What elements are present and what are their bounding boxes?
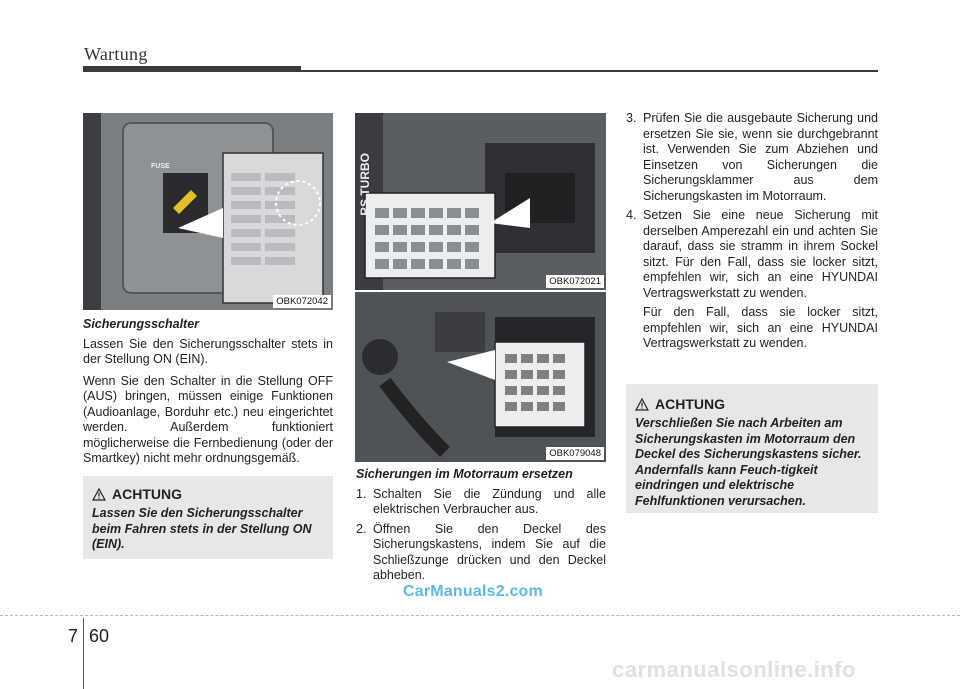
fuse-label: FUSE <box>151 163 170 170</box>
step-text: Öffnen Sie den Deckel des Sicherungskastens, indem Sie auf die Schließzunge drücken und den Deckel abheben. <box>373 521 606 582</box>
step-number: 3. <box>626 111 637 125</box>
paragraph: Wenn Sie den Schalter in die Stellung OFF (AUS) bringen, müssen einige Funktionen (Audioanlage, Borduhr etc.) neu eingerichtet werden. Außerdem funktioniert möglicherweise die Fernbedienung (oder der Smartkey) nicht mehr ordnungsgemäß. <box>83 373 333 465</box>
header-bar <box>83 66 301 72</box>
list-item <box>356 487 606 518</box>
section-title: Wartung <box>84 44 148 64</box>
photo-code: OBK072021 <box>546 275 604 288</box>
step-number: 4. <box>626 208 637 222</box>
warning-triangle-icon <box>92 488 106 501</box>
footer-divider <box>0 615 960 616</box>
list-item <box>356 522 606 584</box>
subheading: Sicherungen im Motorraum ersetzen <box>356 467 573 481</box>
column-2 <box>356 467 606 588</box>
warning-triangle-icon <box>635 398 649 411</box>
step-text: Schalten Sie die Zündung und alle elektrischen Verbraucher aus. <box>373 486 606 516</box>
warning-text: Lassen Sie den Sicherungsschalter beim Fahren stets in der Stellung ON (EIN). <box>92 506 312 551</box>
warning-header <box>92 486 324 502</box>
engine-label: RS TURBO <box>358 153 372 216</box>
bottom-watermark: carmanualsonline.info <box>612 657 856 682</box>
photo-code: OBK072042 <box>273 295 331 308</box>
photo-code: OBK079048 <box>546 447 604 460</box>
engine-bay-photo <box>355 113 606 290</box>
note-paragraph: Für den Fall, dass sie locker sitzt, empfehlen wir, sich an eine HYUNDAI Vertragswerkstatt zu wenden. <box>643 305 878 350</box>
page-separator <box>83 618 84 689</box>
warning-box <box>83 476 333 559</box>
page-number: 60 <box>89 626 110 646</box>
warning-text: Verschließen Sie nach Arbeiten am Sicherungskasten im Motorraum den Deckel des Sicherungskastens sicher. Andernfalls kann Feuch-tigkeit eindringen und elektrische Fehlfunktionen verursachen. <box>635 416 862 508</box>
warning-box <box>626 384 878 513</box>
step-number: 1. <box>356 486 367 501</box>
subheading: Sicherungsschalter <box>83 317 200 331</box>
steps-list <box>626 111 878 301</box>
warning-title: ACHTUNG <box>655 396 725 412</box>
watermark-link[interactable]: CarManuals2.com <box>403 583 543 600</box>
steps-list <box>356 487 606 584</box>
fuse-switch-photo <box>83 113 333 310</box>
header-rule <box>301 70 878 72</box>
step-text: Prüfen Sie die ausgebaute Sicherung und ersetzen Sie sie, wenn sie durchgebrannt ist. Verwenden Sie zum Abziehen und Einsetzen von Sicherungen die Sicherungsklammer aus dem Sicherungskasten im Motorraum. <box>643 111 878 203</box>
list-item <box>626 208 878 301</box>
chapter-number: 7 <box>68 626 79 646</box>
column-1 <box>83 317 333 473</box>
engine-bay-illustration <box>355 113 606 290</box>
fuse-switch-illustration <box>83 113 333 310</box>
warning-title: ACHTUNG <box>112 486 182 502</box>
step-number: 2. <box>356 521 367 536</box>
step-text: Setzen Sie eine neue Sicherung mit derselben Amperezahl ein und achten Sie darauf, dass sie stramm in ihrem Sockel sitzt. Für den Fall, dass sie locker sitzt, empfehlen wir, sich an eine HYUNDAI Vertragswerkstatt zu wenden. <box>643 208 878 300</box>
warning-header <box>635 396 869 412</box>
column-3 <box>626 111 878 358</box>
list-item <box>626 111 878 204</box>
battery-fusebox-illustration <box>355 292 606 462</box>
battery-fusebox-photo <box>355 292 606 462</box>
paragraph: Lassen Sie den Sicherungsschalter stets in der Stellung ON (EIN). <box>83 336 333 366</box>
